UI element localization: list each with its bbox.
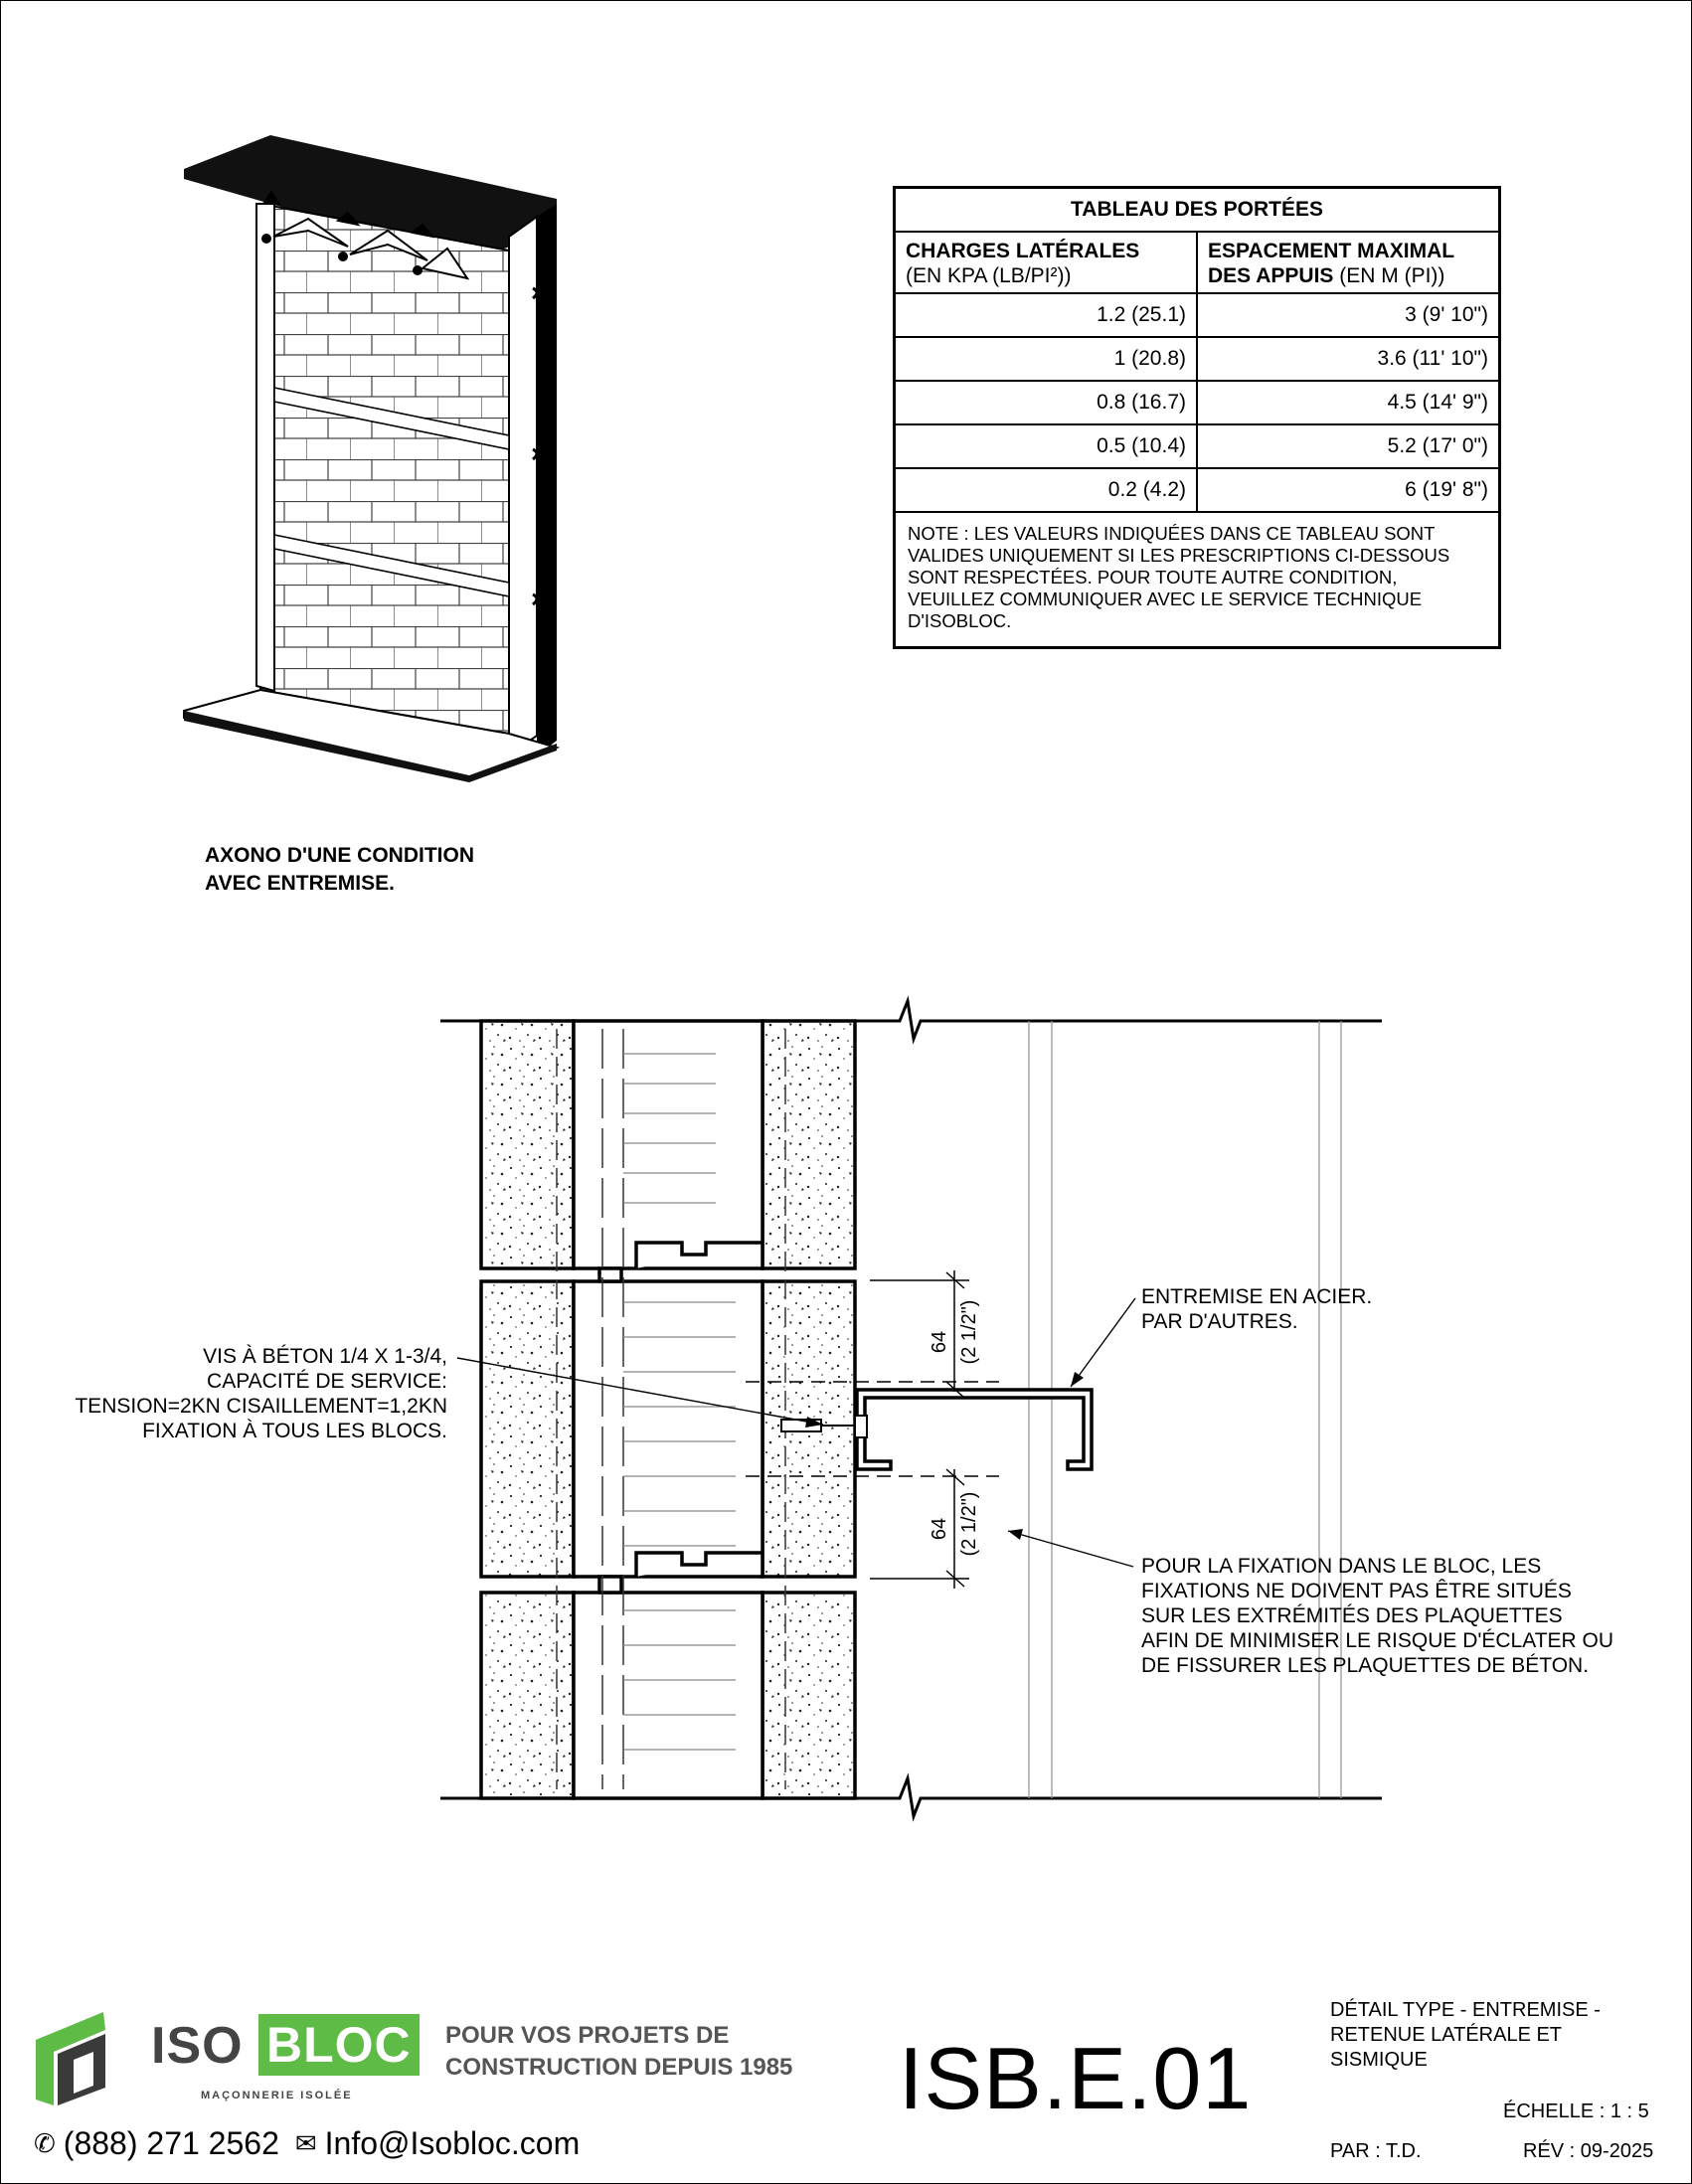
logo-iso-text: ISO	[151, 2017, 244, 2075]
logo-bloc-text: BLOC	[258, 2014, 420, 2076]
contact-line	[34, 2125, 580, 2162]
fixing-annotation: POUR LA FIXATION DANS LE BLOC, LES FIXATIONS NE DOIVENT PAS ÊTRE SITUÉS SUR LES EXTRÉMITÉS DES PLAQUETTES AFIN DE MINIMISER LE RISQUE D'ÉCLATER OU DE FISSURER LES PLAQUETTES DE BÉTON.	[1141, 1555, 1614, 1677]
revision-label: RÉV : 09-2025	[1523, 2140, 1654, 2162]
col-header-loads	[895, 232, 1198, 293]
span-table-title: TABLEAU DES PORTÉES	[895, 188, 1500, 233]
col-header-spacing	[1197, 232, 1500, 293]
col2-header-line2: DES APPUIS (EN M (PI))	[1208, 264, 1445, 287]
scale-label: ÉCHELLE : 1 : 5	[1503, 2100, 1649, 2122]
steel-annotation: ENTREMISE EN ACIER. PAR D'AUTRES.	[1141, 1285, 1373, 1333]
table-row: 0.2 (4.2) 6 (19' 8")	[895, 468, 1500, 512]
block-face-left	[481, 1021, 574, 1268]
table-row: 1 (20.8) 3.6 (11' 10")	[895, 337, 1500, 381]
table-row: 0.8 (16.7) 4.5 (14' 9")	[895, 381, 1500, 424]
axono-brick-face	[260, 204, 509, 734]
block-face-left	[481, 1593, 574, 1798]
logo-subtitle: MAÇONNERIE ISOLÉE	[201, 2090, 353, 2101]
drawing-title: DÉTAIL TYPE - ENTREMISE - RETENUE LATÉRALE ET SISMIQUE	[1330, 1999, 1601, 2071]
col2-header-bold: ESPACEMENT MAXIMAL	[1208, 240, 1455, 262]
screw-annotation: VIS À BÉTON 1/4 X 1-3/4, CAPACITÉ DE SERVICE: TENSION=2KN CISAILLEMENT=1,2KN FIXATION À TOUS LES BLOCS.	[75, 1345, 447, 1442]
block-face-left	[481, 1281, 574, 1577]
span-table	[893, 186, 1501, 649]
dim-upper-mm: 64	[929, 1330, 950, 1354]
block-face-right	[762, 1593, 855, 1798]
author-label: PAR : T.D.	[1330, 2140, 1422, 2162]
phone-number[interactable]: (888) 271 2562	[63, 2125, 279, 2161]
block-face-right	[762, 1021, 855, 1268]
axono-view	[184, 135, 557, 782]
tagline: POUR VOS PROJETS DE CONSTRUCTION DEPUIS 1985	[445, 2022, 793, 2081]
table-row: 0.5 (10.4) 5.2 (17' 0")	[895, 424, 1500, 468]
drawing-number: ISB.E.01	[899, 2029, 1253, 2127]
dim-upper-in: (2 1/2")	[958, 1299, 980, 1365]
axono-caption: AXONO D'UNE CONDITION AVEC ENTREMISE.	[205, 844, 475, 895]
steel-channel	[857, 1390, 1092, 1469]
section-detail	[440, 1001, 1382, 1816]
isobloc-logo	[34, 2010, 412, 2109]
phone-icon: ✆	[34, 2128, 56, 2158]
dim-lower-in: (2 1/2")	[958, 1491, 980, 1557]
table-row: 1.2 (25.1) 3 (9' 10")	[895, 293, 1500, 337]
dim-lower-mm: 64	[929, 1517, 950, 1541]
email-address[interactable]: Info@Isobloc.com	[324, 2125, 581, 2161]
email-icon: ✉	[294, 2128, 317, 2158]
col1-header-sub: (EN KPA (LB/PI²))	[906, 264, 1072, 287]
col1-header-bold: CHARGES LATÉRALES	[906, 240, 1140, 262]
table-note: NOTE : LES VALEURS INDIQUÉES DANS CE TABLEAU SONT VALIDES UNIQUEMENT SI LES PRESCRIPTIONS CI-DESSOUS SONT RESPECTÉES. POUR TOUTE AUTRE CONDITION, VEUILLEZ COMMUNIQUER AVEC LE SERVICE TECHNIQUE D'ISOBLOC.	[895, 512, 1500, 648]
